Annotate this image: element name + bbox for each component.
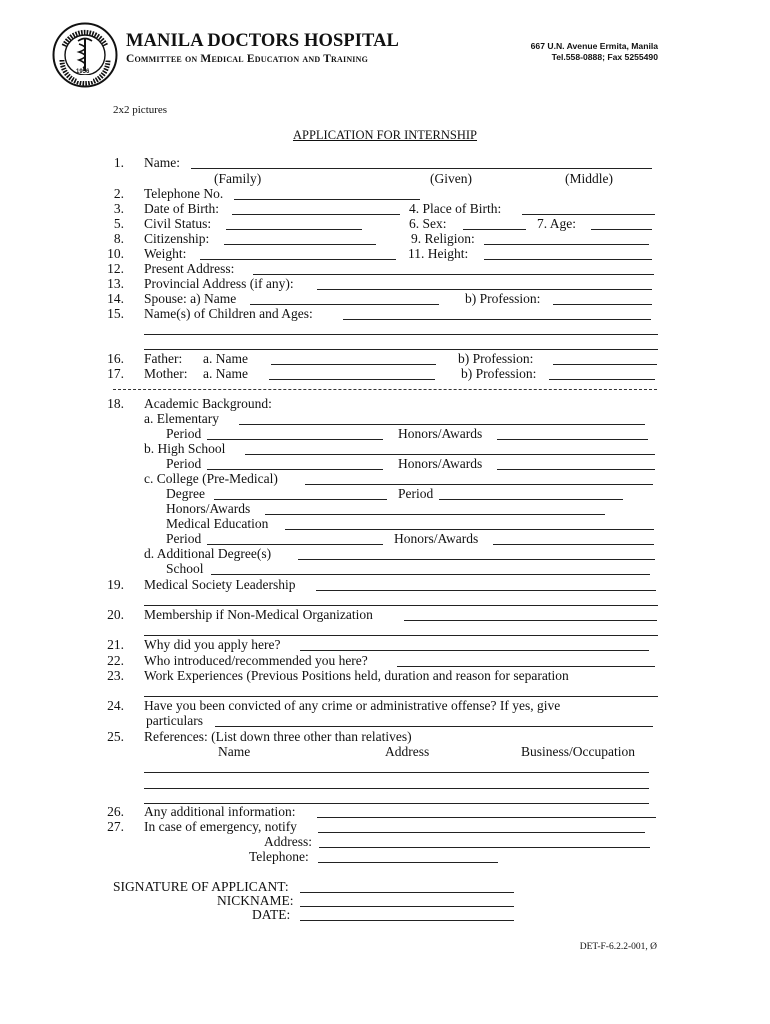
item-number: 15. — [107, 306, 124, 321]
item-number: 24. — [107, 698, 124, 713]
name-label: Name: — [144, 155, 180, 170]
high-school-honors-label: Honors/Awards — [398, 456, 483, 471]
college-period-label: Period — [398, 486, 434, 501]
work-experience-field[interactable] — [144, 696, 658, 697]
additional-info-label: Any additional information: — [144, 804, 296, 819]
weight-field[interactable] — [200, 259, 396, 260]
citizenship-field[interactable] — [224, 244, 376, 245]
telephone-field[interactable] — [234, 199, 420, 200]
academic-label: Academic Background: — [144, 396, 272, 411]
medical-society-field-line[interactable] — [144, 605, 658, 606]
item-number: 27. — [107, 819, 124, 834]
reference-name-header: Name — [218, 744, 251, 759]
hospital-name: MANILA DOCTORS HOSPITAL — [126, 31, 399, 51]
why-apply-label: Why did you apply here? — [144, 637, 281, 652]
address-line-1: 667 U.N. Avenue Ermita, Manila — [530, 41, 658, 51]
reference-line-1[interactable] — [144, 772, 649, 773]
particulars-field[interactable] — [215, 726, 653, 727]
spouse-profession-field[interactable] — [553, 304, 652, 305]
emergency-telephone-label: Telephone: — [249, 849, 309, 864]
medical-society-field[interactable] — [316, 590, 656, 591]
item-number: 13. — [107, 276, 124, 291]
item-number: 2. — [113, 186, 124, 201]
provincial-address-field[interactable] — [317, 289, 652, 290]
membership-field-line[interactable] — [144, 635, 658, 636]
mother-name-field[interactable] — [269, 379, 435, 380]
civil-status-field[interactable] — [226, 229, 362, 230]
present-address-label: Present Address: — [144, 261, 235, 276]
spouse-label: Spouse: a) Name — [144, 291, 237, 306]
item-number: 23. — [107, 668, 124, 683]
degree-label: Degree — [166, 486, 205, 501]
additional-school-field[interactable] — [211, 574, 650, 575]
religion-field[interactable] — [484, 244, 649, 245]
emergency-telephone-field[interactable] — [318, 862, 498, 863]
photo-note: 2x2 pictures — [113, 104, 168, 116]
college-period-field[interactable] — [439, 499, 623, 500]
elementary-period-label: Period — [166, 426, 202, 441]
religion-label: 9. Religion: — [411, 231, 475, 246]
item-number: 12. — [107, 261, 124, 276]
date-field[interactable] — [300, 920, 514, 921]
signature-label: SIGNATURE OF APPLICANT: — [113, 879, 289, 894]
children-field[interactable] — [343, 319, 651, 320]
mother-profession-field[interactable] — [549, 379, 655, 380]
item-number: 22. — [107, 653, 124, 668]
pob-label: 4. Place of Birth: — [409, 201, 502, 216]
medical-education-label: Medical Education — [166, 516, 269, 531]
seal-year: 1956 — [76, 69, 90, 75]
item-number: 5. — [113, 216, 124, 231]
item-number: 16. — [107, 351, 124, 366]
address-line-2: Tel.558-0888; Fax 5255490 — [551, 52, 658, 62]
spouse-profession-label: b) Profession: — [465, 291, 541, 306]
nickname-label: NICKNAME: — [217, 893, 294, 908]
civil-status-label: Civil Status: — [144, 216, 212, 231]
mother-profession-label: b) Profession: — [461, 366, 537, 381]
membership-field[interactable] — [404, 620, 657, 621]
emergency-address-label: Address: — [264, 834, 312, 849]
item-number: 26. — [107, 804, 124, 819]
sex-label: 6. Sex: — [409, 216, 447, 231]
item-number: 19. — [107, 577, 124, 592]
children-field-line[interactable] — [144, 334, 658, 335]
reference-line-2[interactable] — [144, 788, 649, 789]
item-number: 17. — [107, 366, 124, 381]
item-number: 21. — [107, 637, 124, 652]
item-number: 8. — [113, 231, 124, 246]
children-field-line[interactable] — [144, 349, 658, 350]
elementary-honors-label: Honors/Awards — [398, 426, 483, 441]
father-label: Father: — [144, 351, 183, 366]
college-field[interactable] — [305, 484, 653, 485]
citizenship-label: Citizenship: — [144, 231, 210, 246]
med-ed-period-field[interactable] — [207, 544, 383, 545]
spouse-name-field[interactable] — [250, 304, 439, 305]
degree-field[interactable] — [214, 499, 387, 500]
signature-field[interactable] — [300, 892, 514, 893]
dob-field[interactable] — [232, 214, 400, 215]
committee-name: Committee on Medical Education and Training — [126, 53, 369, 65]
given-label: (Given) — [430, 171, 472, 186]
emergency-address-field[interactable] — [319, 847, 650, 848]
elementary-honors-field[interactable] — [497, 439, 648, 440]
med-ed-period-label: Period — [166, 531, 202, 546]
dob-label: Date of Birth: — [144, 201, 219, 216]
high-school-label: b. High School — [144, 441, 226, 456]
med-ed-honors-label: Honors/Awards — [394, 531, 479, 546]
children-label: Name(s) of Children and Ages: — [144, 306, 313, 321]
father-profession-label: b) Profession: — [458, 351, 534, 366]
recommended-by-label: Who introduced/recommended you here? — [144, 653, 368, 668]
high-school-period-field[interactable] — [207, 469, 383, 470]
conviction-label: Have you been convicted of any crime or administrative offense? If yes, give — [144, 698, 561, 713]
name-field[interactable] — [191, 168, 652, 169]
high-school-honors-field[interactable] — [497, 469, 655, 470]
medical-society-label: Medical Society Leadership — [144, 577, 296, 592]
emergency-label: In case of emergency, notify — [144, 819, 297, 834]
father-name-field[interactable] — [271, 364, 436, 365]
pob-field[interactable] — [522, 214, 655, 215]
item-number: 20. — [107, 607, 124, 622]
age-field[interactable] — [591, 229, 652, 230]
item-number: 25. — [107, 729, 124, 744]
elementary-label: a. Elementary — [144, 411, 219, 426]
father-profession-field[interactable] — [553, 364, 657, 365]
item-number: 18. — [107, 396, 124, 411]
telephone-label: Telephone No. — [144, 186, 224, 201]
weight-label: Weight: — [144, 246, 187, 261]
college-honors-field[interactable] — [265, 514, 605, 515]
additional-degree-label: d. Additional Degree(s) — [144, 546, 272, 561]
date-label: DATE: — [252, 907, 291, 922]
height-label: 11. Height: — [408, 246, 469, 261]
medical-education-field[interactable] — [285, 529, 654, 530]
college-honors-label: Honors/Awards — [166, 501, 251, 516]
high-school-period-label: Period — [166, 456, 202, 471]
sex-field[interactable] — [463, 229, 526, 230]
additional-info-field[interactable] — [317, 817, 656, 818]
form-code: DET-F-6.2.2-001, Ø — [579, 942, 657, 952]
references-label: References: (List down three other than relatives) — [144, 729, 412, 744]
nickname-field[interactable] — [300, 906, 514, 907]
elementary-period-field[interactable] — [207, 439, 383, 440]
provincial-address-label: Provincial Address (if any): — [144, 276, 294, 291]
particulars-label: particulars — [146, 713, 203, 728]
high-school-field[interactable] — [245, 454, 655, 455]
section-divider — [113, 389, 657, 390]
med-ed-honors-field[interactable] — [493, 544, 654, 545]
mother-label: Mother: — [144, 366, 188, 381]
additional-school-label: School — [166, 561, 204, 576]
reference-business-header: Business/Occupation — [521, 744, 635, 759]
why-apply-field[interactable] — [300, 650, 649, 651]
recommended-by-field[interactable] — [397, 666, 655, 667]
height-field[interactable] — [484, 259, 652, 260]
item-number: 10. — [107, 246, 124, 261]
emergency-contact-field[interactable] — [318, 832, 645, 833]
middle-label: (Middle) — [565, 171, 613, 186]
college-label: c. College (Pre-Medical) — [144, 471, 278, 486]
item-number: 3. — [113, 201, 124, 216]
family-label: (Family) — [214, 171, 262, 186]
reference-address-header: Address — [385, 744, 430, 759]
elementary-field[interactable] — [239, 424, 645, 425]
additional-degree-field[interactable] — [298, 559, 655, 560]
work-experience-label: Work Experiences (Previous Positions held, duration and reason for separation — [144, 668, 569, 683]
form-title: APPLICATION FOR INTERNSHIP — [292, 128, 478, 142]
mother-name-label: a. Name — [203, 366, 248, 381]
father-name-label: a. Name — [203, 351, 248, 366]
age-label: 7. Age: — [537, 216, 576, 231]
item-number: 14. — [107, 291, 124, 306]
item-number: 1. — [113, 155, 124, 170]
membership-label: Membership if Non-Medical Organization — [144, 607, 373, 622]
present-address-field[interactable] — [253, 274, 654, 275]
